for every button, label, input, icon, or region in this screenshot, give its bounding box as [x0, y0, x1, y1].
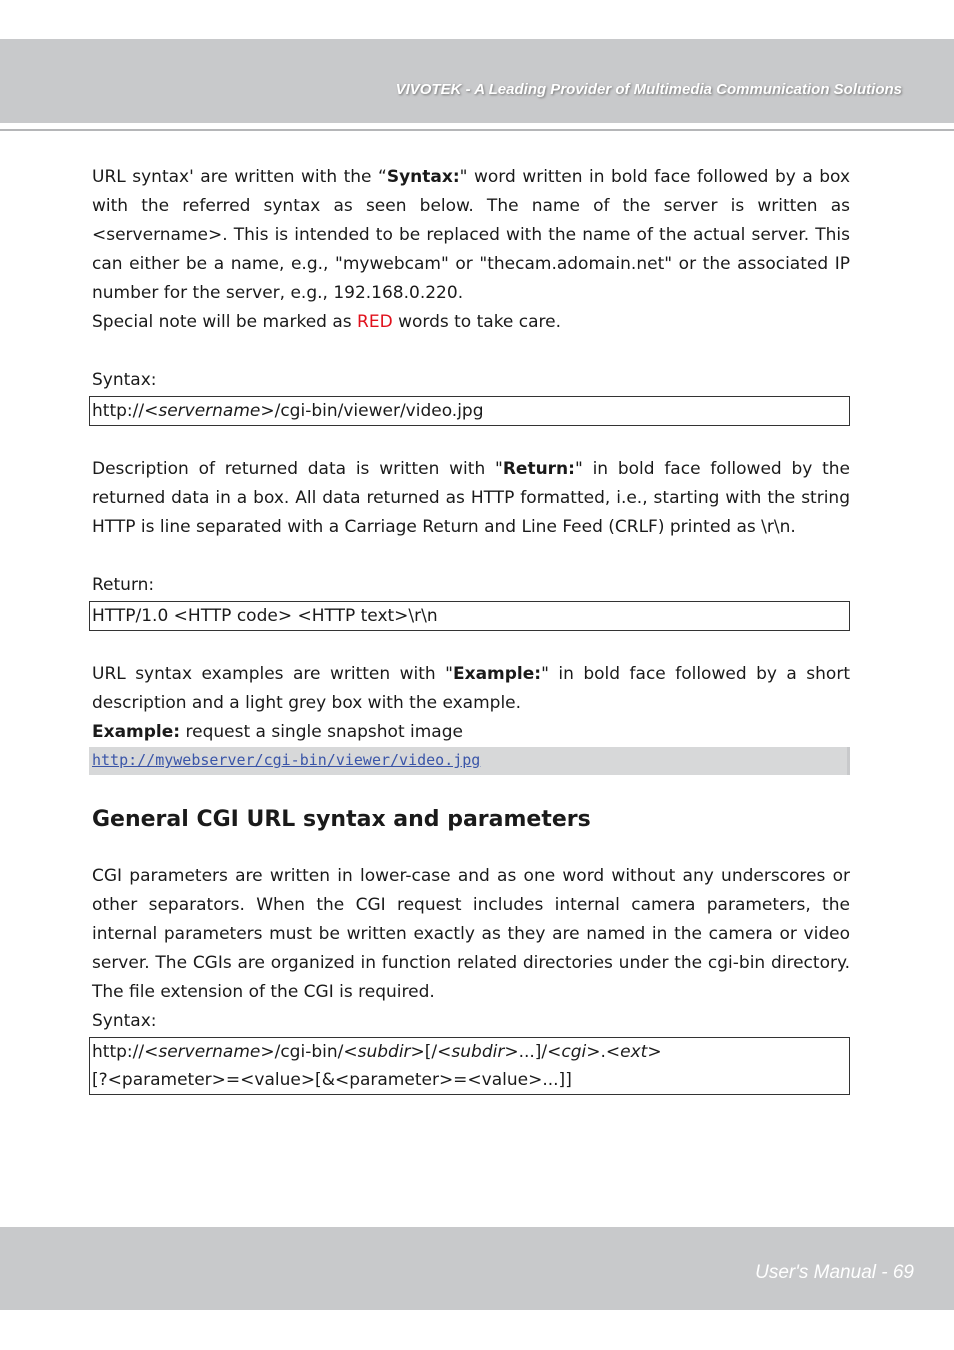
example-description: [92, 660, 850, 718]
syntax2-ext: <ext>: [605, 1042, 662, 1062]
syntax-path: /cgi-bin/viewer/video.jpg: [274, 401, 484, 421]
page-header: [0, 39, 954, 123]
syntax2-cgi: <cgi>: [547, 1042, 601, 1062]
note-text-cont: words to take care.: [392, 312, 562, 332]
page-number: User's Manual - 69: [755, 1262, 914, 1283]
syntax-line-2: [?<parameter>=<value>[&<parameter>=<value>...]]: [92, 1070, 572, 1090]
example-line: [92, 718, 850, 747]
return-desc-text-cont: " in bold face followed by the returned data in a box. All data returned as HTTP formatted, i.e., starting with the string HTTP is line separated with a Carriage Return and Line Feed (CRLF) printed as \r\n.: [92, 459, 851, 537]
page-footer: [0, 1227, 954, 1310]
return-label: Return:: [92, 575, 155, 595]
intro-text: URL syntax' are written with the “: [92, 167, 387, 187]
example-caption: request a single snapshot image: [180, 722, 463, 742]
note-red-word: RED: [357, 312, 393, 332]
example-desc-text: URL syntax examples are written with ": [92, 664, 453, 684]
syntax2-subdir-optional: <subdir>: [437, 1042, 519, 1062]
syntax-label: Syntax:: [92, 370, 157, 390]
return-box: HTTP/1.0 <HTTP code> <HTTP text>\r\n: [89, 601, 850, 631]
syntax-box-general: [89, 1037, 850, 1095]
cgi-parameters-paragraph: CGI parameters are written in lower-case and as one word without any underscores or other separators. When the CGI request includes internal camera parameters, the internal parameters must be written exactly as they are named in the camera or video server. The CGIs are organized in function related directories under the cgi-bin directory. The file extension of the CGI is required.: [92, 866, 850, 1002]
syntax-line-1: [92, 1038, 849, 1066]
return-desc-bold: Return:: [502, 459, 575, 479]
syntax2-servername: <servername>: [144, 1042, 275, 1062]
syntax2-bracket: [/: [424, 1042, 438, 1062]
syntax-servername: <servername>: [144, 401, 275, 421]
syntax-prefix: http://: [92, 401, 145, 421]
syntax2-cgibin: /cgi-bin/: [274, 1042, 344, 1062]
intro-paragraph: [92, 163, 850, 308]
example-box: [89, 747, 850, 775]
section-heading: General CGI URL syntax and parameters: [92, 807, 591, 832]
page-content: [92, 163, 850, 1095]
syntax2-dot: .: [600, 1042, 606, 1062]
return-desc-text: Description of returned data is written with ": [92, 459, 503, 479]
example-url-link[interactable]: http://mywebserver/cgi-bin/viewer/video.jpg: [92, 751, 481, 769]
intro-text-cont: " word written in bold face followed by a box with the referred syntax as seen below. The name of the server is written as <servername>. This is intended to be replaced with the name of the actual server. This can either be a name, e.g., "mywebcam" or "thecam.adomain.net" or the associated IP number for the server, e.g., 192.168.0.220.: [92, 167, 850, 303]
intro-bold-syntax: Syntax:: [386, 167, 460, 187]
header-divider: [0, 129, 954, 131]
return-description: [92, 455, 850, 542]
example-desc-text-cont: " in bold face followed by a short description and a light grey box with the example.: [92, 664, 850, 713]
syntax-box: [89, 396, 850, 426]
syntax-label-2: Syntax:: [92, 1011, 157, 1031]
special-note: [92, 308, 850, 337]
syntax2-prefix: http://: [92, 1042, 145, 1062]
syntax2-subdir: <subdir>: [343, 1042, 425, 1062]
header-title: VIVOTEK - A Leading Provider of Multimedia Communication Solutions: [395, 81, 902, 98]
example-bold-label: Example:: [92, 722, 181, 742]
syntax2-ellipsis: ...]/: [518, 1042, 548, 1062]
example-desc-bold: Example:: [453, 664, 542, 684]
note-text: Special note will be marked as: [92, 312, 358, 332]
